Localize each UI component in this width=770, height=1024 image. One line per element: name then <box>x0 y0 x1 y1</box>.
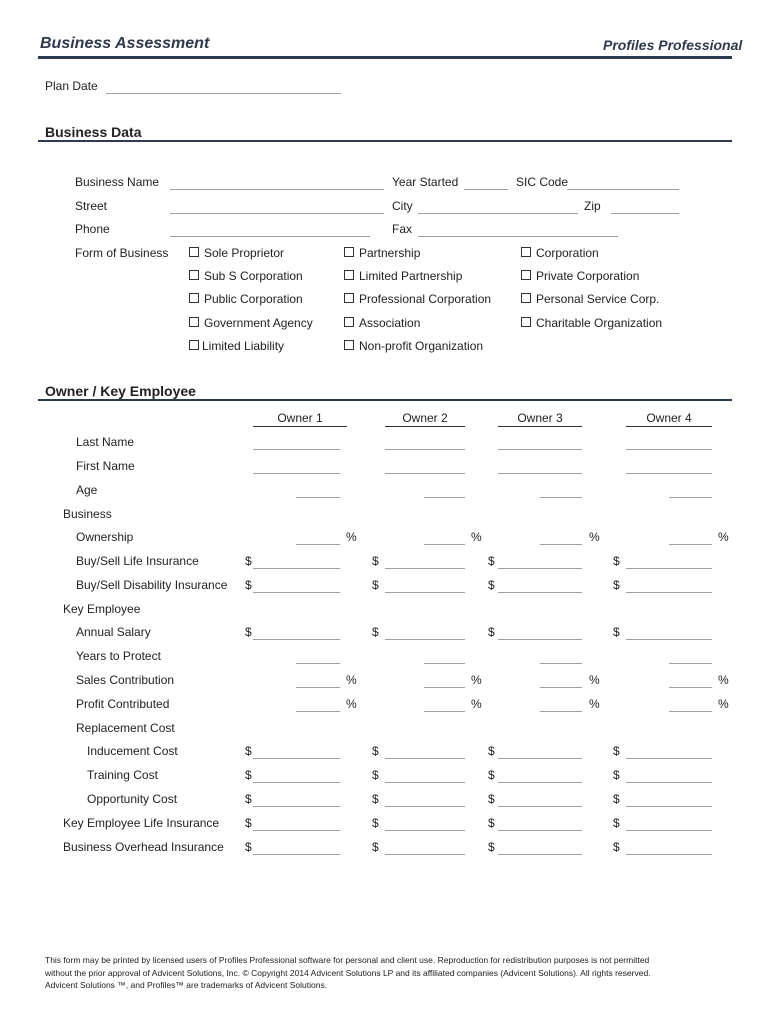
ownership-owner-3-input[interactable] <box>540 530 582 545</box>
phone-label: Phone <box>75 222 110 236</box>
zip-input[interactable] <box>611 199 679 214</box>
checkbox-limited-liability[interactable] <box>189 339 284 353</box>
percent-symbol: % <box>718 673 729 687</box>
checkbox-icon <box>189 270 199 280</box>
key-employee-life-owner-1-input[interactable] <box>253 816 340 831</box>
dollar-symbol: $ <box>372 625 379 639</box>
replacement-cost-label: Replacement Cost <box>76 721 175 735</box>
profit-contributed-owner-3-input[interactable] <box>540 697 582 712</box>
checkbox-label: Non-profit Organization <box>359 339 484 353</box>
owner-2-header: Owner 2 <box>385 411 465 427</box>
key-employee-life-owner-2-input[interactable] <box>385 816 465 831</box>
age-owner-1-input[interactable] <box>296 483 340 498</box>
key-employee-life-owner-3-input[interactable] <box>498 816 582 831</box>
checkbox-label: Limited Liability <box>202 339 285 353</box>
dollar-symbol: $ <box>372 816 379 830</box>
sales-contribution-label: Sales Contribution <box>76 673 175 687</box>
first-name-label: First Name <box>76 459 135 473</box>
city-label: City <box>392 199 413 213</box>
checkbox-icon <box>344 270 354 280</box>
street-input[interactable] <box>170 199 384 214</box>
business-group-label: Business <box>63 507 112 521</box>
checkbox-label: Government Agency <box>204 316 313 330</box>
ownership-owner-4-input[interactable] <box>669 530 712 545</box>
checkbox-label: Public Corporation <box>204 292 303 306</box>
buysell-life-owner-2-input[interactable] <box>385 554 465 569</box>
percent-symbol: % <box>346 673 357 687</box>
first-name-owner-4-input[interactable] <box>626 459 712 474</box>
dollar-symbol: $ <box>245 816 252 830</box>
checkbox-label: Personal Service Corp. <box>536 292 660 306</box>
dollar-symbol: $ <box>245 768 252 782</box>
dollar-symbol: $ <box>245 625 252 639</box>
buysell-disability-owner-1-input[interactable] <box>253 578 340 593</box>
dollar-symbol: $ <box>613 792 620 806</box>
profit-contributed-label: Profit Contributed <box>76 697 170 711</box>
header-rule <box>38 56 732 59</box>
checkbox-icon <box>344 247 354 257</box>
years-to-protect-owner-2-input[interactable] <box>424 649 465 664</box>
checkbox-label: Private Corporation <box>536 269 640 283</box>
dollar-symbol: $ <box>372 744 379 758</box>
dollar-symbol: $ <box>613 625 620 639</box>
owner-3-header: Owner 3 <box>498 411 582 427</box>
percent-symbol: % <box>471 530 482 544</box>
profit-contributed-owner-1-input[interactable] <box>296 697 340 712</box>
dollar-symbol: $ <box>372 578 379 592</box>
checkbox-partnership[interactable] <box>344 246 420 260</box>
buysell-disability-label: Buy/Sell Disability Insurance <box>76 578 228 592</box>
checkbox-icon <box>189 293 199 303</box>
plan-date-input[interactable] <box>106 79 341 94</box>
business-overhead-owner-1-input[interactable] <box>253 840 340 855</box>
last-name-owner-1-input[interactable] <box>253 435 340 450</box>
phone-input[interactable] <box>170 222 370 237</box>
form-of-business-label: Form of Business <box>75 246 169 260</box>
footer-line: This form may be printed by licensed users of Profiles Professional software for personal and client use. Reproduction for redistribution purposes is not permitted <box>45 955 650 965</box>
years-to-protect-owner-1-input[interactable] <box>296 649 340 664</box>
buysell-disability-owner-2-input[interactable] <box>385 578 465 593</box>
checkbox-icon <box>521 270 531 280</box>
last-name-owner-3-input[interactable] <box>498 435 582 450</box>
last-name-owner-4-input[interactable] <box>626 435 712 450</box>
zip-label: Zip <box>584 199 601 213</box>
opportunity-cost-owner-4-input[interactable] <box>626 792 712 807</box>
first-name-owner-2-input[interactable] <box>385 459 465 474</box>
opportunity-cost-owner-3-input[interactable] <box>498 792 582 807</box>
business-data-rule <box>38 140 732 142</box>
business-overhead-owner-4-input[interactable] <box>626 840 712 855</box>
training-cost-owner-2-input[interactable] <box>385 768 465 783</box>
year-started-label: Year Started <box>392 175 459 189</box>
percent-symbol: % <box>471 673 482 687</box>
fax-label: Fax <box>392 222 413 236</box>
sales-contribution-owner-3-input[interactable] <box>540 673 582 688</box>
street-label: Street <box>75 199 108 213</box>
footer-line: without the prior approval of Advicent Solutions, Inc. © Copyright 2014 Advicent Solutions LP and its affiliated companies (Advicent Solutions). All rights reserved. <box>45 967 651 978</box>
buysell-life-owner-1-input[interactable] <box>253 554 340 569</box>
dollar-symbol: $ <box>245 744 252 758</box>
age-owner-3-input[interactable] <box>540 483 582 498</box>
checkbox-label: Partnership <box>359 246 421 260</box>
sic-code-label: SIC Code <box>516 175 569 189</box>
dollar-symbol: $ <box>372 554 379 568</box>
dollar-symbol: $ <box>245 840 252 854</box>
checkbox-icon <box>189 340 199 350</box>
business-name-input[interactable] <box>170 175 384 190</box>
sales-contribution-owner-2-input[interactable] <box>424 673 465 688</box>
inducement-cost-owner-2-input[interactable] <box>385 744 465 759</box>
dollar-symbol: $ <box>613 744 620 758</box>
checkbox-government-agency[interactable] <box>189 316 313 330</box>
age-owner-2-input[interactable] <box>424 483 465 498</box>
percent-symbol: % <box>718 697 729 711</box>
checkbox-professional-corporation[interactable] <box>344 292 491 306</box>
ownership-label: Ownership <box>76 530 134 544</box>
key-employee-group-label: Key Employee <box>63 602 141 616</box>
checkbox-label: Sole Proprietor <box>204 246 285 260</box>
training-cost-owner-4-input[interactable] <box>626 768 712 783</box>
plan-date-label: Plan Date <box>45 79 98 93</box>
dollar-symbol: $ <box>488 744 495 758</box>
last-name-label: Last Name <box>76 435 135 449</box>
first-name-owner-1-input[interactable] <box>253 459 340 474</box>
checkbox-icon <box>521 317 531 327</box>
buysell-life-label: Buy/Sell Life Insurance <box>76 554 199 568</box>
fax-input[interactable] <box>418 222 618 237</box>
dollar-symbol: $ <box>488 625 495 639</box>
checkbox-label: Sub S Corporation <box>204 269 303 283</box>
percent-symbol: % <box>718 530 729 544</box>
annual-salary-label: Annual Salary <box>76 625 151 639</box>
inducement-cost-owner-4-input[interactable] <box>626 744 712 759</box>
percent-symbol: % <box>471 697 482 711</box>
age-label: Age <box>76 483 98 497</box>
percent-symbol: % <box>589 697 600 711</box>
business-name-label: Business Name <box>75 175 160 189</box>
inducement-cost-owner-1-input[interactable] <box>253 744 340 759</box>
opportunity-cost-owner-2-input[interactable] <box>385 792 465 807</box>
dollar-symbol: $ <box>372 840 379 854</box>
business-overhead-owner-3-input[interactable] <box>498 840 582 855</box>
checkbox-corporation[interactable] <box>521 246 599 260</box>
dollar-symbol: $ <box>613 578 620 592</box>
checkbox-label: Corporation <box>536 246 599 260</box>
inducement-cost-label: Inducement Cost <box>87 744 178 758</box>
checkbox-label: Professional Corporation <box>359 292 492 306</box>
opportunity-cost-label: Opportunity Cost <box>87 792 178 806</box>
last-name-owner-2-input[interactable] <box>385 435 465 450</box>
checkbox-sub-s-corporation[interactable] <box>189 269 303 283</box>
buysell-disability-owner-4-input[interactable] <box>626 578 712 593</box>
dollar-symbol: $ <box>372 768 379 782</box>
dollar-symbol: $ <box>613 554 620 568</box>
ownership-owner-1-input[interactable] <box>296 530 340 545</box>
buysell-disability-owner-3-input[interactable] <box>498 578 582 593</box>
checkbox-label: Association <box>359 316 421 330</box>
ownership-owner-2-input[interactable] <box>424 530 465 545</box>
brand-name: Profiles Professional <box>603 37 743 53</box>
owner-section-rule <box>38 399 732 401</box>
checkbox-label: Charitable Organization <box>536 316 663 330</box>
annual-salary-owner-2-input[interactable] <box>385 625 465 640</box>
year-started-input[interactable] <box>464 175 508 190</box>
checkbox-non-profit-organization[interactable] <box>344 339 483 353</box>
checkbox-limited-partnership[interactable] <box>344 269 462 283</box>
page-title: Business Assessment <box>40 35 210 52</box>
opportunity-cost-owner-1-input[interactable] <box>253 792 340 807</box>
dollar-symbol: $ <box>245 554 252 568</box>
percent-symbol: % <box>346 530 357 544</box>
age-owner-4-input[interactable] <box>669 483 712 498</box>
key-employee-life-owner-4-input[interactable] <box>626 816 712 831</box>
annual-salary-owner-3-input[interactable] <box>498 625 582 640</box>
buysell-life-owner-4-input[interactable] <box>626 554 712 569</box>
dollar-symbol: $ <box>613 840 620 854</box>
sic-code-input[interactable] <box>567 175 679 190</box>
training-cost-label: Training Cost <box>87 768 158 782</box>
sales-contribution-owner-1-input[interactable] <box>296 673 340 688</box>
dollar-symbol: $ <box>613 768 620 782</box>
dollar-symbol: $ <box>488 792 495 806</box>
dollar-symbol: $ <box>613 816 620 830</box>
annual-salary-owner-1-input[interactable] <box>253 625 340 640</box>
checkbox-icon <box>521 247 531 257</box>
years-to-protect-owner-3-input[interactable] <box>540 649 582 664</box>
owner-key-employee-heading: Owner / Key Employee <box>45 383 196 399</box>
annual-salary-owner-4-input[interactable] <box>626 625 712 640</box>
business-overhead-label: Business Overhead Insurance <box>63 840 224 854</box>
business-overhead-owner-2-input[interactable] <box>385 840 465 855</box>
inducement-cost-owner-3-input[interactable] <box>498 744 582 759</box>
checkbox-icon <box>521 293 531 303</box>
footer-line: Advicent Solutions ™, and Profiles™ are trademarks of Advicent Solutions. <box>45 980 328 990</box>
checkbox-icon <box>189 247 199 257</box>
dollar-symbol: $ <box>488 578 495 592</box>
percent-symbol: % <box>346 697 357 711</box>
years-to-protect-owner-4-input[interactable] <box>669 649 712 664</box>
dollar-symbol: $ <box>372 792 379 806</box>
training-cost-owner-3-input[interactable] <box>498 768 582 783</box>
years-to-protect-label: Years to Protect <box>76 649 161 663</box>
checkbox-icon <box>344 340 354 350</box>
profit-contributed-owner-2-input[interactable] <box>424 697 465 712</box>
checkbox-label: Limited Partnership <box>359 269 463 283</box>
key-employee-life-label: Key Employee Life Insurance <box>63 816 220 830</box>
checkbox-icon <box>344 317 354 327</box>
sales-contribution-owner-4-input[interactable] <box>669 673 712 688</box>
buysell-life-owner-3-input[interactable] <box>498 554 582 569</box>
dollar-symbol: $ <box>488 768 495 782</box>
checkbox-icon <box>189 317 199 327</box>
percent-symbol: % <box>589 530 600 544</box>
dollar-symbol: $ <box>488 816 495 830</box>
business-data-heading: Business Data <box>45 124 142 140</box>
dollar-symbol: $ <box>488 554 495 568</box>
percent-symbol: % <box>589 673 600 687</box>
owner-4-header: Owner 4 <box>626 411 712 427</box>
dollar-symbol: $ <box>245 792 252 806</box>
first-name-owner-3-input[interactable] <box>498 459 582 474</box>
checkbox-association[interactable] <box>344 316 420 330</box>
owner-1-header: Owner 1 <box>253 411 347 427</box>
city-input[interactable] <box>418 199 578 214</box>
checkbox-icon <box>344 293 354 303</box>
checkbox-public-corporation[interactable] <box>189 292 303 306</box>
dollar-symbol: $ <box>488 840 495 854</box>
profit-contributed-owner-4-input[interactable] <box>669 697 712 712</box>
training-cost-owner-1-input[interactable] <box>253 768 340 783</box>
checkbox-charitable-organization[interactable] <box>521 316 662 330</box>
dollar-symbol: $ <box>245 578 252 592</box>
checkbox-sole-proprietor[interactable] <box>189 246 284 260</box>
copyright-footer <box>45 954 735 992</box>
checkbox-private-corporation[interactable] <box>521 269 639 283</box>
checkbox-personal-service-corp[interactable] <box>521 292 659 306</box>
